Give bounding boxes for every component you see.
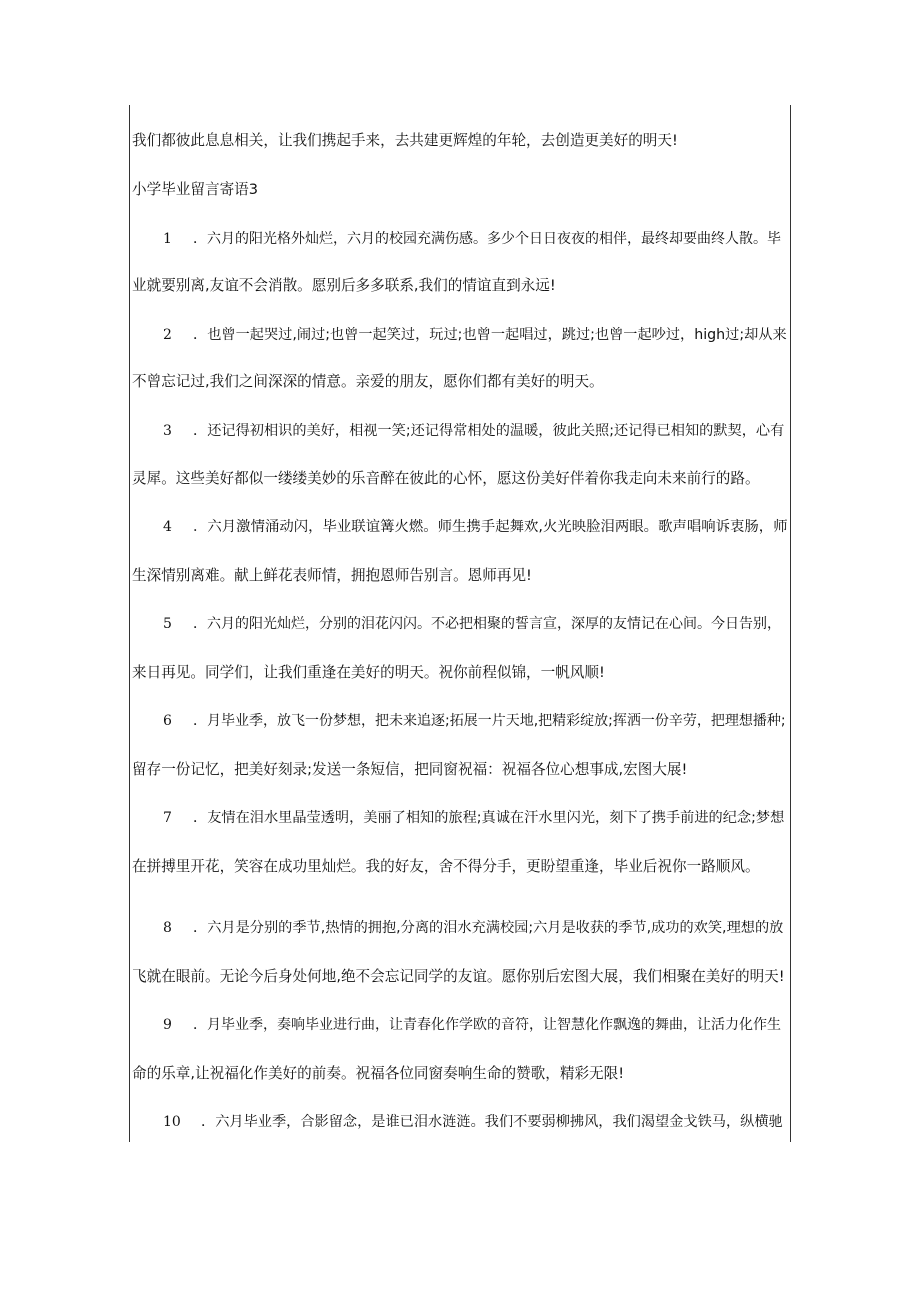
item-text: ．六月的阳光格外灿烂，六月的校园充满伤感。多少个日日夜夜的相伴，最终却要曲终人散。毕 [193,231,781,247]
section-title: 小学毕业留言寄语3 [132,181,259,198]
item-number: 3 [163,423,172,439]
list-item-continuation: 不曾忘记过,我们之间深深的情意。亲爱的朋友，愿你们都有美好的明天。 [132,373,604,390]
list-item-continuation: 命的乐章,让祝福化作美好的前奏。祝福各位同窗奏响生命的赞歌，精彩无限! [132,1065,625,1082]
list-item [132,614,781,634]
item-number: 1 [163,231,172,247]
item-text: ．也曾一起哭过,闹过;也曾一起笑过，玩过;也曾一起唱过，跳过;也曾一起吵过，high过;却从来 [193,327,787,343]
list-item [132,808,784,828]
list-item [132,517,788,537]
list-item-continuation: 灵犀。这些美好都似一缕缕美妙的乐音醉在彼此的心怀，愿这份美好伴着你我走向未来前行的路。 [132,470,760,487]
item-text: ．友情在泪水里晶莹透明，美丽了相知的旅程;真诚在汗水里闪光，刻下了携手前进的纪念;梦想 [193,810,785,826]
item-text: ．月毕业季，放飞一份梦想，把未来追逐;拓展一片天地,把精彩绽放;挥洒一份辛劳，把理想播种; [193,713,786,729]
item-number: 5 [163,616,172,632]
item-number: 6 [163,713,172,729]
item-number: 8 [163,920,172,936]
item-number: 4 [163,519,172,535]
item-text: ．六月是分别的季节,热情的拥抱,分离的泪水充满校园;六月是收获的季节,成功的欢笑,理想的放 [193,920,784,936]
list-item-continuation: 留存一份记忆，把美好刻录;发送一条短信，把同窗祝福：祝福各位心想事成,宏图大展! [132,761,688,778]
list-item [132,711,786,731]
item-number: 10 [163,1114,181,1130]
list-item-continuation: 来日再见。同学们，让我们重逢在美好的明天。祝你前程似锦，一帆风顺! [132,664,605,681]
item-number: 9 [163,1017,172,1033]
item-number: 7 [163,810,172,826]
list-item [132,325,787,345]
item-text: ．六月激情涌动闪，毕业联谊篝火燃。师生携手起舞欢,火光映脸泪两眼。歌声唱响诉衷肠，师 [193,519,788,535]
list-item [132,1015,781,1035]
list-item-continuation: 飞就在眼前。无论今后身处何地,绝不会忘记同学的友谊。愿你别后宏图大展，我们相聚在美好的明天! [132,968,785,985]
item-text: ．六月的阳光灿烂，分别的泪花闪闪。不必把相聚的誓言宣，深厚的友情记在心间。今日告别， [193,616,781,632]
intro-line: 我们都彼此息息相关，让我们携起手来，去共建更辉煌的年轮，去创造更美好的明天! [132,132,678,149]
item-number: 2 [163,327,172,343]
item-text: ．月毕业季，奏响毕业进行曲，让青春化作学欧的音符，让智慧化作飘逸的舞曲，让活力化作生 [193,1017,781,1033]
list-item [132,1112,783,1132]
list-item [132,918,783,938]
list-item [132,229,781,249]
list-item-continuation: 业就要别离,友谊不会消散。愿别后多多联系,我们的情谊直到永远! [132,277,556,294]
list-item-continuation: 在拼搏里开花，笑容在成功里灿烂。我的好友，舍不得分手，更盼望重逢，毕业后祝你一路顺风。 [132,858,760,875]
list-item [132,421,784,441]
item-text: ．六月毕业季，合影留念，是谁已泪水涟涟。我们不要弱柳拂风，我们渴望金戈铁马，纵横驰 [201,1114,783,1130]
list-item-continuation: 生深情别离难。献上鲜花表师情，拥抱恩师告别言。恩师再见! [132,567,532,584]
item-text: ．还记得初相识的美好，相视一笑;还记得常相处的温暖，彼此关照;还记得已相知的默契，心有 [193,423,785,439]
